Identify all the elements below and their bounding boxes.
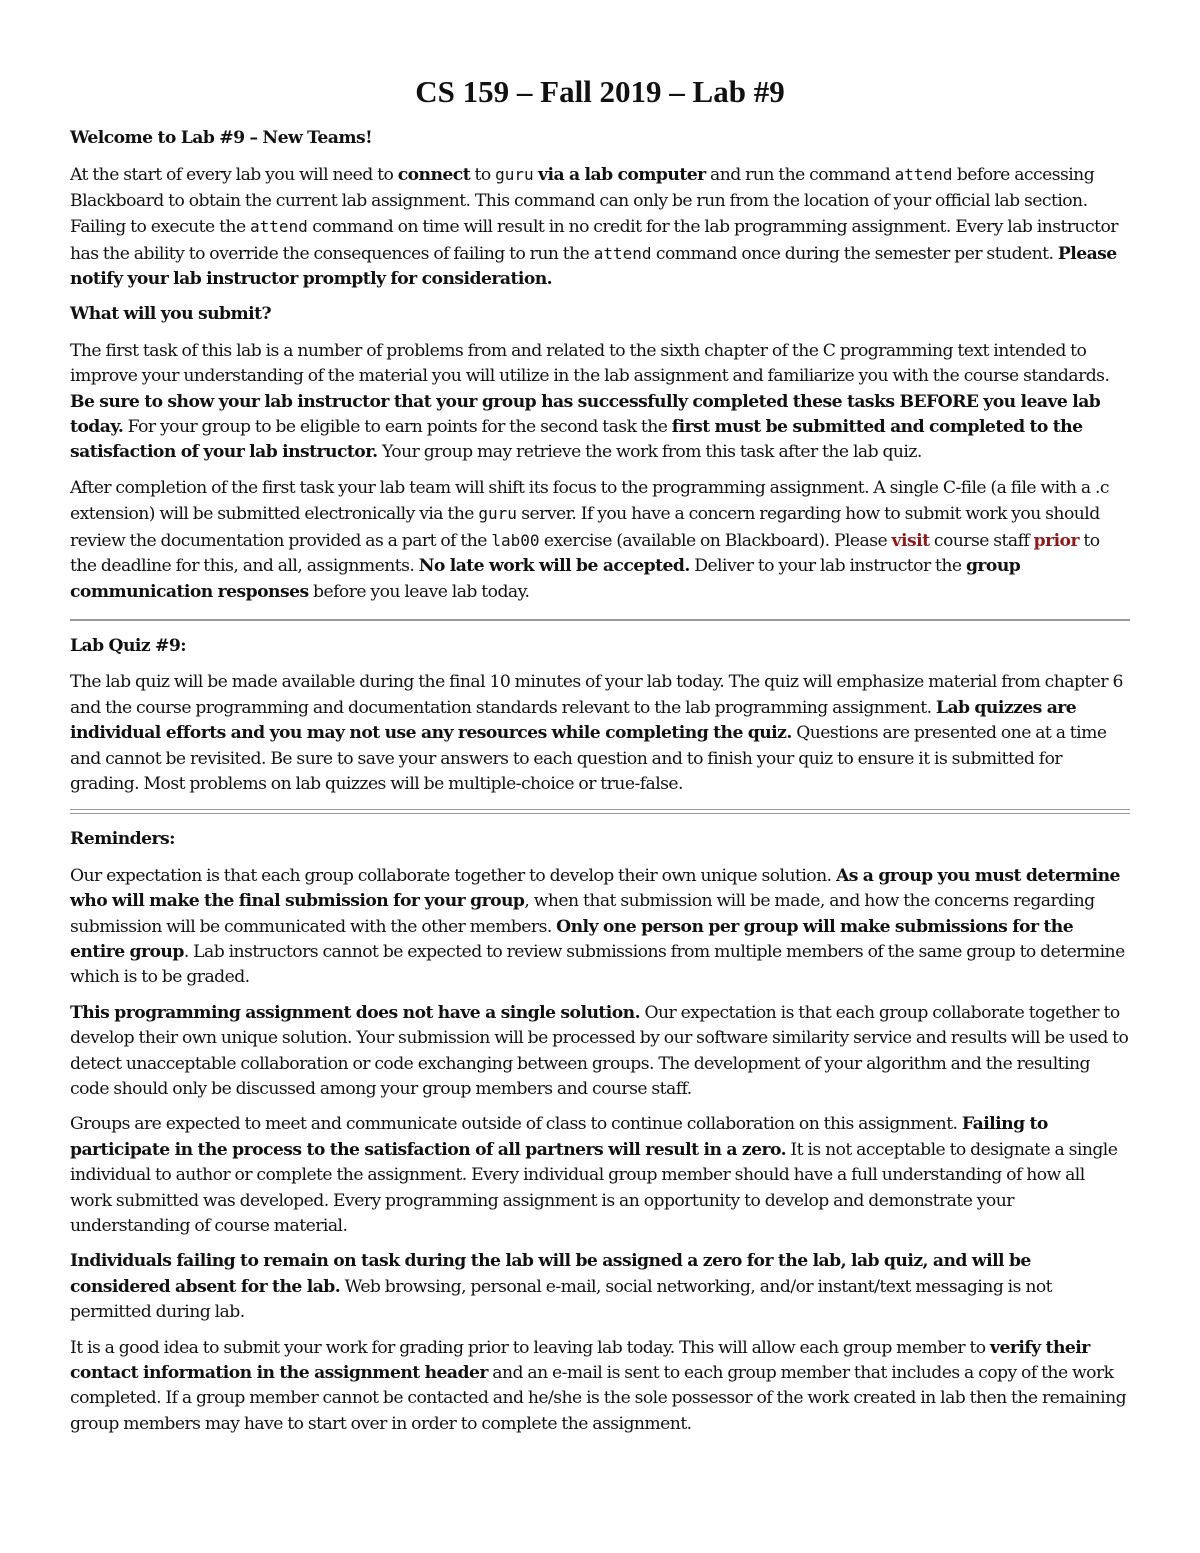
welcome-heading: Welcome to Lab #9 – New Teams!	[70, 128, 373, 148]
reminder-paragraph-3: Groups are expected to meet and communicate outside of class to continue collaboration on this assignment. Failing to participate in the process to the satisfaction of all partners will result in a zero. It is not acceptable to designate a single individual to author or complete the assignment. Every individual group member should have a full understanding of how all work submitted was developed. Every programming assignment is an opportunity to develop and demonstrate your understanding of course material.	[70, 1114, 1118, 1237]
quiz-heading: Lab Quiz #9:	[70, 635, 187, 656]
submit-heading: What will you submit?	[70, 304, 272, 325]
task1-paragraph: The first task of this lab is a number of problems from and related to the sixth chapter of the C programming text intended to improve your understanding of the material you will utilize in the lab assignment and familiarize you with the course standards. Be sure to show your lab instructor that your group has successfully completed these tasks BEFORE you leave lab today. For your group to be eligible to earn points for the second task the first must be submitted and completed to the satisfaction of your lab instructor. Your group may retrieve the work from this task after the lab quiz.	[70, 340, 1110, 463]
reminder-paragraph-4: Individuals failing to remain on task during the lab will be assigned a zero for the lab, lab quiz, and will be considered absent for the lab. Web browsing, personal e-mail, social networking, and/or instant/text messaging is not permitted during lab.	[70, 1251, 1052, 1323]
visit-emphasis: visit	[891, 530, 930, 551]
quiz-paragraph: The lab quiz will be made available during the final 10 minutes of your lab today. The quiz will emphasize material from chapter 6 and the course programming and documentation standards relevant to the lab programming assignment. Lab quizzes are individual efforts and you may not use any resources while completing the quiz. Questions are presented one at a time and cannot be revisited. Be sure to save your answers to each question and to finish your quiz to ensure it is submitted for grading. Most problems on lab quizzes will be multiple-choice or true-false.	[70, 672, 1123, 794]
section-divider	[70, 619, 1130, 621]
intro-paragraph: At the start of every lab you will need to connect to guru via a lab computer and run the command attend before accessing Blackboard to obtain the current lab assignment. This command can only be run from the location of your official lab section. Failing to execute the attend command on time will result in no credit for the lab programming assignment. Every lab instructor has the ability to override the consequences of failing to run the attend command once during the semester per student. Please notify your lab instructor promptly for consideration.	[70, 165, 1118, 290]
section-divider-double	[70, 809, 1130, 814]
reminder-paragraph-2: This programming assignment does not have a single solution. Our expectation is that each group collaborate together to develop their own unique solution. Your submission will be processed by our software similarity service and results will be used to detect unacceptable collaboration or code exchanging between groups. The development of your algorithm and the resulting code should only be discussed among your group members and course staff.	[70, 1002, 1129, 1099]
prior-emphasis: prior	[1033, 530, 1079, 551]
task2-paragraph: After completion of the first task your lab team will shift its focus to the programming assignment. A single C-file (a file with a .c extension) will be submitted electronically via the guru server. If you have a concern regarding how to submit work you should review the documentation provided as a part of the lab00 exercise (available on Blackboard). Please visit course staff prior to the deadline for this, and all, assignments. No late work will be accepted. Deliver to your lab instructor the group communication responses before you leave lab today.	[70, 477, 1109, 602]
reminders-heading: Reminders:	[70, 829, 175, 850]
reminder-paragraph-5: It is a good idea to submit your work for grading prior to leaving lab today. This will allow each group member to verify their contact information in the assignment header and an e-mail is sent to each group member that includes a copy of the work completed. If a group member cannot be contacted and he/she is the sole possessor of the work created in lab then the remaining group members may have to start over in order to complete the assignment.	[70, 1337, 1127, 1434]
document-body	[70, 126, 1130, 1447]
page-title: CS 159 – Fall 2019 – Lab #9	[415, 74, 785, 109]
reminder-paragraph-1: Our expectation is that each group collaborate together to develop their own unique solution. As a group you must determine who will make the final submission for your group, when that submission will be made, and how the concerns regarding submission will be communicated with the other members. Only one person per group will make submissions for the entire group. Lab instructors cannot be expected to review submissions from multiple members of the same group to determine which is to be graded.	[70, 865, 1125, 988]
